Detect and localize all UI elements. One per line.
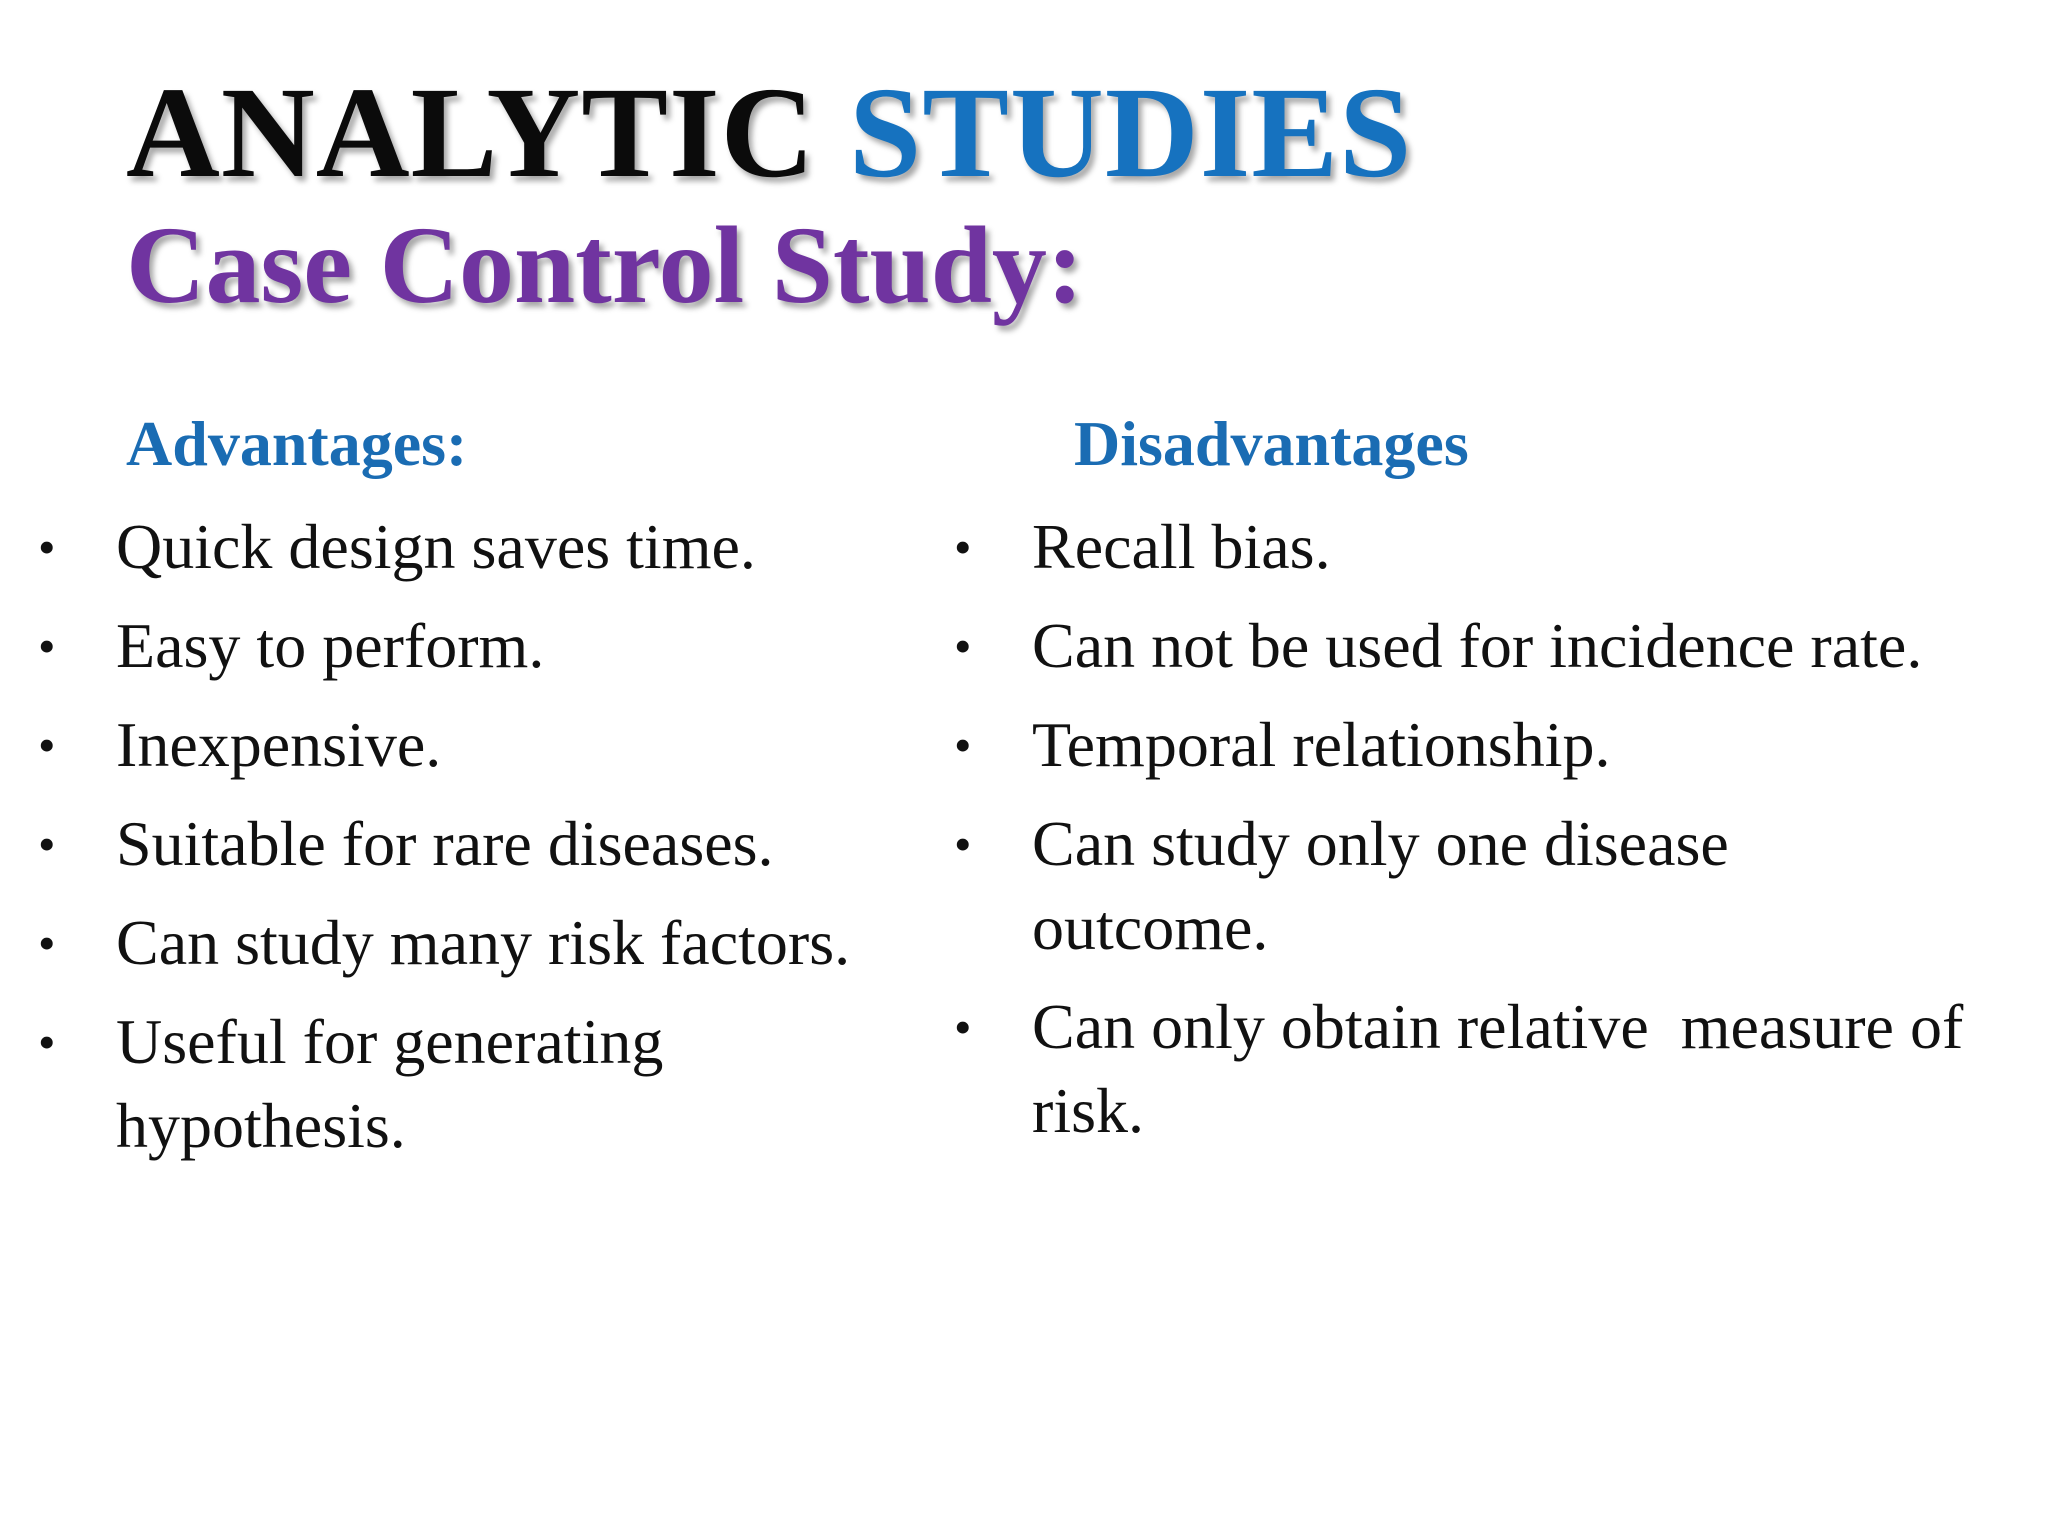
- advantage-text: Useful for generating hypothesis.: [116, 1006, 664, 1161]
- bullet-icon: •: [38, 1014, 56, 1070]
- bullet-icon: •: [954, 999, 972, 1055]
- advantage-text: Quick design saves time.: [116, 511, 756, 582]
- advantage-text: Inexpensive.: [116, 709, 442, 780]
- list-item: [950, 802, 1862, 970]
- advantage-text: Suitable for rare diseases.: [116, 808, 774, 879]
- list-item: [950, 985, 2042, 1153]
- bullet-icon: •: [38, 519, 56, 575]
- slide-subtitle: Case Control Study:: [126, 204, 1084, 326]
- list-item: [34, 604, 934, 688]
- disadvantage-text: Can not be used for incidence rate.: [1032, 610, 1923, 681]
- bullet-icon: •: [38, 717, 56, 773]
- bullet-icon: •: [38, 915, 56, 971]
- list-item: [34, 1000, 816, 1168]
- advantages-heading: Advantages:: [126, 408, 468, 479]
- advantage-text: Easy to perform.: [116, 610, 545, 681]
- list-item: [950, 604, 2020, 688]
- bullet-icon: •: [38, 618, 56, 674]
- advantages-list: [34, 505, 934, 1183]
- disadvantages-list: [950, 505, 2020, 1168]
- disadvantages-heading: Disadvantages: [1074, 408, 1469, 479]
- slide-title: [126, 58, 1412, 208]
- advantage-text: Can study many risk factors.: [116, 907, 851, 978]
- list-item: [950, 505, 2020, 589]
- bullet-icon: •: [954, 618, 972, 674]
- list-item: [34, 703, 934, 787]
- disadvantage-text: Temporal relationship.: [1032, 709, 1611, 780]
- title-word-studies: STUDIES: [848, 61, 1413, 205]
- list-item: [34, 802, 934, 886]
- list-item: [34, 901, 934, 985]
- disadvantage-text: Can study only one disease outcome.: [1032, 808, 1729, 963]
- list-item: [34, 505, 934, 589]
- bullet-icon: •: [38, 816, 56, 872]
- list-item: [950, 703, 2020, 787]
- disadvantage-text: Can only obtain relative measure of risk.: [1032, 991, 1980, 1146]
- disadvantage-text: Recall bias.: [1032, 511, 1331, 582]
- bullet-icon: •: [954, 717, 972, 773]
- title-word-analytic: ANALYTIC: [126, 61, 816, 205]
- bullet-icon: •: [954, 816, 972, 872]
- bullet-icon: •: [954, 519, 972, 575]
